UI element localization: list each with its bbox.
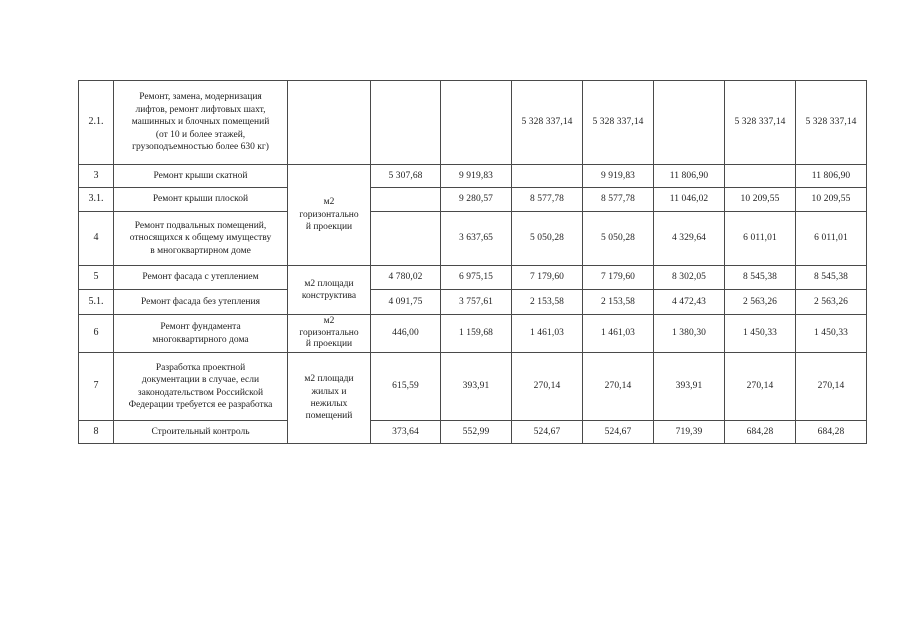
value-cell: 9 280,57 bbox=[441, 188, 512, 212]
row-number: 3 bbox=[79, 165, 114, 188]
table-row bbox=[79, 315, 867, 353]
table-row bbox=[79, 188, 867, 212]
value-cell: 1 461,03 bbox=[512, 315, 583, 353]
unit-cell: м2 площади конструктива bbox=[288, 266, 371, 315]
value-cell: 270,14 bbox=[796, 353, 867, 421]
value-cell: 11 806,90 bbox=[796, 165, 867, 188]
value-cell: 8 302,05 bbox=[654, 266, 725, 290]
value-cell: 552,99 bbox=[441, 421, 512, 444]
value-cell: 446,00 bbox=[371, 315, 441, 353]
value-cell: 2 563,26 bbox=[796, 290, 867, 315]
table-row bbox=[79, 212, 867, 266]
value-cell: 373,64 bbox=[371, 421, 441, 444]
value-cell: 11 046,02 bbox=[654, 188, 725, 212]
value-cell: 9 919,83 bbox=[583, 165, 654, 188]
unit-cell: м2 горизонтально й проекции bbox=[288, 315, 371, 353]
unit-cell: м2 горизонтально й проекции bbox=[288, 165, 371, 266]
table-row bbox=[79, 353, 867, 421]
value-cell: 719,39 bbox=[654, 421, 725, 444]
value-cell: 6 011,01 bbox=[796, 212, 867, 266]
row-description: Ремонт фасада без утепления bbox=[114, 290, 288, 315]
table-row bbox=[79, 165, 867, 188]
value-cell: 4 472,43 bbox=[654, 290, 725, 315]
value-cell: 4 329,64 bbox=[654, 212, 725, 266]
cost-table bbox=[78, 80, 867, 444]
row-number: 3.1. bbox=[79, 188, 114, 212]
row-number: 2.1. bbox=[79, 81, 114, 165]
table-row bbox=[79, 266, 867, 290]
value-cell: 5 328 337,14 bbox=[583, 81, 654, 165]
value-cell bbox=[725, 165, 796, 188]
row-number: 5 bbox=[79, 266, 114, 290]
value-cell: 5 050,28 bbox=[583, 212, 654, 266]
value-cell: 8 577,78 bbox=[512, 188, 583, 212]
value-cell: 1 450,33 bbox=[725, 315, 796, 353]
value-cell: 393,91 bbox=[654, 353, 725, 421]
value-cell: 270,14 bbox=[583, 353, 654, 421]
value-cell: 524,67 bbox=[512, 421, 583, 444]
value-cell: 7 179,60 bbox=[583, 266, 654, 290]
value-cell: 270,14 bbox=[512, 353, 583, 421]
row-number: 8 bbox=[79, 421, 114, 444]
value-cell: 7 179,60 bbox=[512, 266, 583, 290]
value-cell: 5 328 337,14 bbox=[725, 81, 796, 165]
value-cell: 5 050,28 bbox=[512, 212, 583, 266]
value-cell bbox=[371, 81, 441, 165]
row-description: Ремонт фундамента многоквартирного дома bbox=[114, 315, 288, 353]
row-description: Строительный контроль bbox=[114, 421, 288, 444]
value-cell bbox=[371, 188, 441, 212]
table-row bbox=[79, 81, 867, 165]
row-description: Разработка проектной документации в случае, если законодательством Российской Федерации требуется ее разработка bbox=[114, 353, 288, 421]
value-cell: 1 380,30 bbox=[654, 315, 725, 353]
value-cell: 8 577,78 bbox=[583, 188, 654, 212]
value-cell: 3 637,65 bbox=[441, 212, 512, 266]
value-cell bbox=[441, 81, 512, 165]
value-cell: 393,91 bbox=[441, 353, 512, 421]
value-cell: 2 563,26 bbox=[725, 290, 796, 315]
value-cell: 8 545,38 bbox=[796, 266, 867, 290]
row-description: Ремонт фасада с утеплением bbox=[114, 266, 288, 290]
value-cell: 1 159,68 bbox=[441, 315, 512, 353]
row-number: 4 bbox=[79, 212, 114, 266]
value-cell: 1 461,03 bbox=[583, 315, 654, 353]
value-cell: 5 307,68 bbox=[371, 165, 441, 188]
value-cell: 615,59 bbox=[371, 353, 441, 421]
value-cell: 270,14 bbox=[725, 353, 796, 421]
unit-cell: м2 площади жилых и нежилых помещений bbox=[288, 353, 371, 444]
value-cell: 2 153,58 bbox=[583, 290, 654, 315]
row-number: 6 bbox=[79, 315, 114, 353]
row-number: 5.1. bbox=[79, 290, 114, 315]
value-cell: 6 975,15 bbox=[441, 266, 512, 290]
value-cell: 684,28 bbox=[725, 421, 796, 444]
value-cell: 10 209,55 bbox=[796, 188, 867, 212]
value-cell bbox=[371, 212, 441, 266]
value-cell: 5 328 337,14 bbox=[512, 81, 583, 165]
row-description: Ремонт подвальных помещений, относящихся к общему имуществу в многоквартирном доме bbox=[114, 212, 288, 266]
value-cell: 684,28 bbox=[796, 421, 867, 444]
table-row bbox=[79, 290, 867, 315]
value-cell: 9 919,83 bbox=[441, 165, 512, 188]
value-cell: 5 328 337,14 bbox=[796, 81, 867, 165]
value-cell: 11 806,90 bbox=[654, 165, 725, 188]
value-cell: 4 780,02 bbox=[371, 266, 441, 290]
unit-cell bbox=[288, 81, 371, 165]
value-cell: 2 153,58 bbox=[512, 290, 583, 315]
value-cell: 3 757,61 bbox=[441, 290, 512, 315]
value-cell: 8 545,38 bbox=[725, 266, 796, 290]
value-cell: 10 209,55 bbox=[725, 188, 796, 212]
row-number: 7 bbox=[79, 353, 114, 421]
value-cell bbox=[654, 81, 725, 165]
table-row bbox=[79, 421, 867, 444]
value-cell bbox=[512, 165, 583, 188]
row-description: Ремонт крыши скатной bbox=[114, 165, 288, 188]
value-cell: 6 011,01 bbox=[725, 212, 796, 266]
value-cell: 524,67 bbox=[583, 421, 654, 444]
row-description: Ремонт, замена, модернизация лифтов, ремонт лифтовых шахт, машинных и блочных помещений (от 10 и более этажей, грузоподъемностью более 630 кг) bbox=[114, 81, 288, 165]
row-description: Ремонт крыши плоской bbox=[114, 188, 288, 212]
value-cell: 1 450,33 bbox=[796, 315, 867, 353]
value-cell: 4 091,75 bbox=[371, 290, 441, 315]
